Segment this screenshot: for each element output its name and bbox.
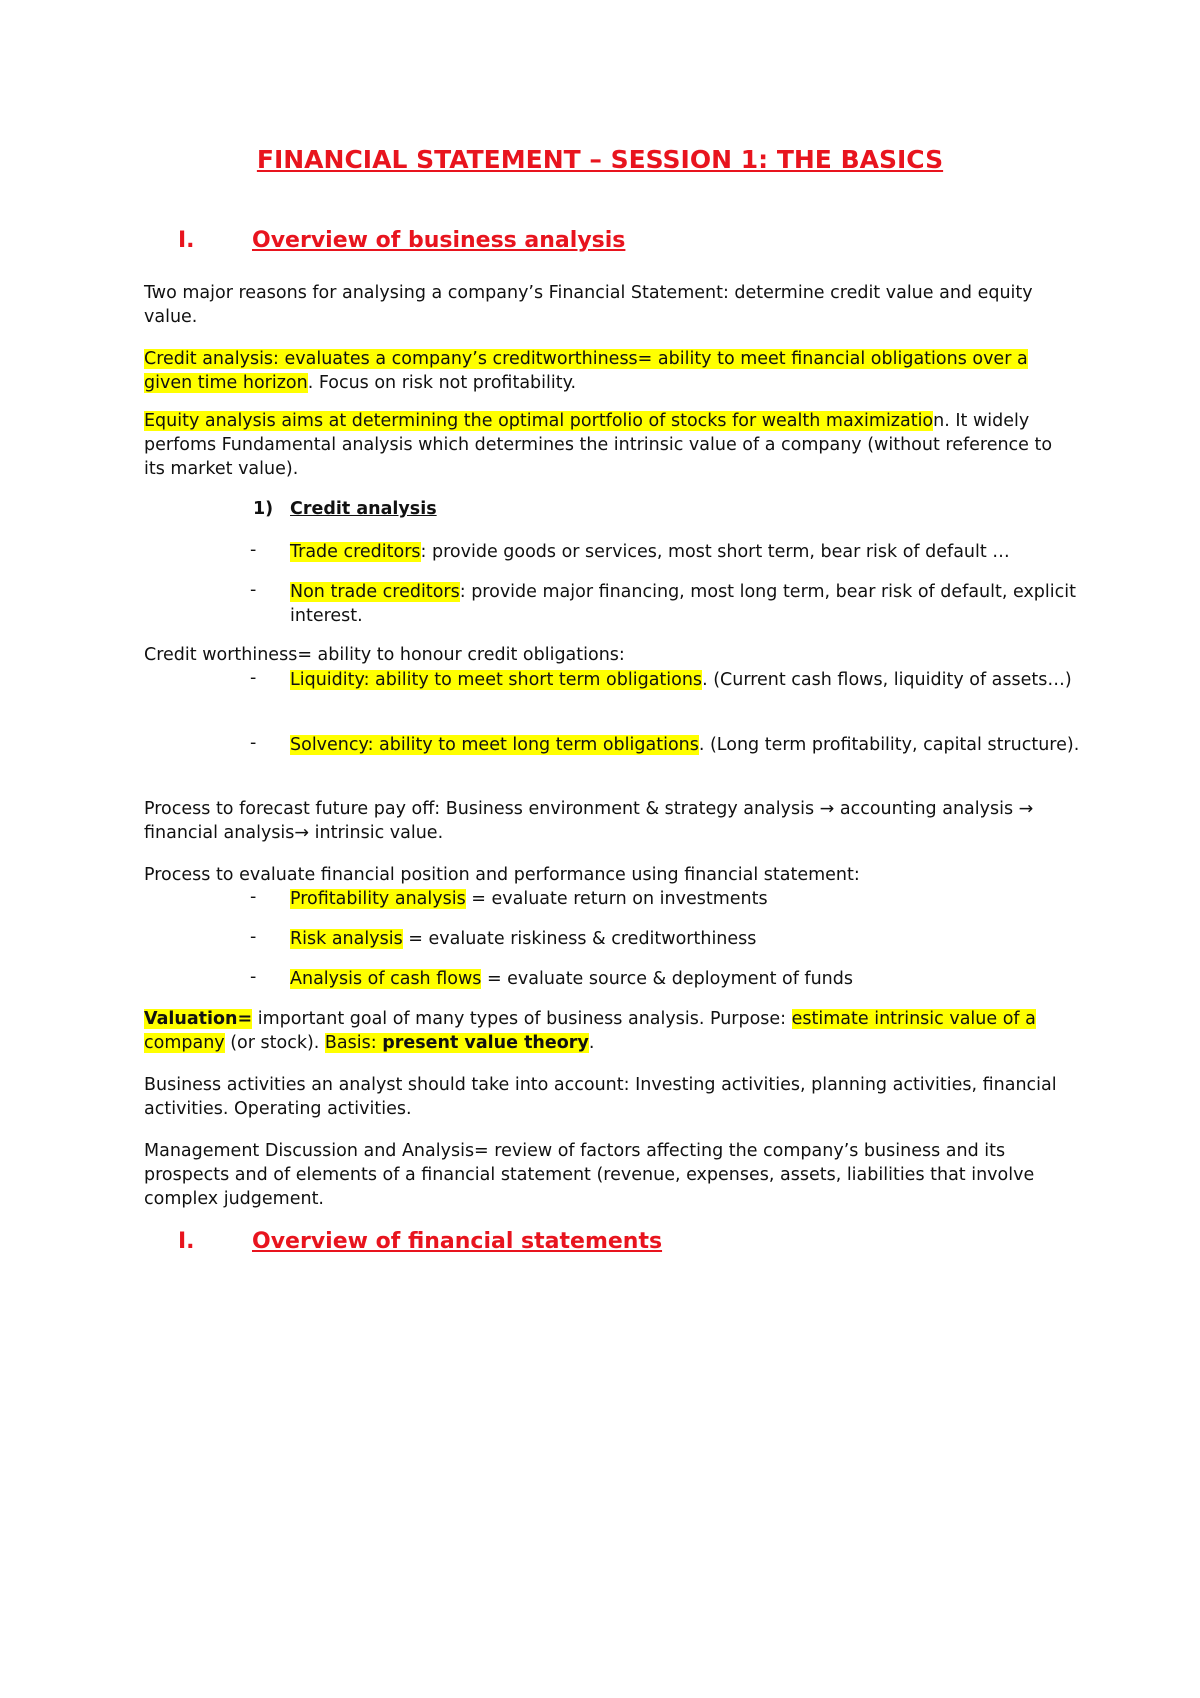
paragraph-equity-analysis: Equity analysis aims at determining the optimal portfolio of stocks for wealth maximization. It widely perfoms Fundamental analysis which determines the intrinsic value of a company (without reference to its market value).	[144, 411, 1053, 479]
section-1-number: I.	[178, 228, 195, 253]
section-2-heading: Overview of financial statements	[252, 1229, 663, 1254]
list-item-cash-flows: Analysis of cash flows = evaluate source & deployment of funds	[290, 969, 854, 989]
paragraph-forecast-process: Process to forecast future pay off: Business environment & strategy analysis → accounting analysis → financial analysis→ intrinsic value.	[144, 799, 1034, 843]
list-item-trade-creditors: Trade creditors: provide goods or services, most short term, bear risk of default …	[290, 542, 1010, 562]
list-item-profitability: Profitability analysis = evaluate return on investments	[290, 889, 768, 909]
paragraph-credit-analysis: Credit analysis: evaluates a company’s creditworthiness= ability to meet financial obligations over a given time horizon. Focus on risk not profitability.	[144, 349, 1028, 393]
paragraph-credit-worthiness: Credit worthiness= ability to honour credit obligations:	[144, 645, 625, 665]
paragraph-business-activities: Business activities an analyst should take into account: Investing activities, planning activities, financial activities. Operating activities.	[144, 1075, 1057, 1119]
bullet-dash: -	[250, 887, 257, 907]
evaluation-list	[0, 887, 1200, 997]
bullet-dash: -	[250, 580, 257, 600]
section-2-number: I.	[178, 1229, 195, 1254]
bullet-dash: -	[250, 927, 257, 947]
list-item-non-trade-creditors: Non trade creditors: provide major financing, most long term, bear risk of default, explicit interest.	[290, 582, 1076, 626]
list-item-risk: Risk analysis = evaluate riskiness & creditworthiness	[290, 929, 757, 949]
credit-worthiness-list	[0, 668, 1200, 783]
bullet-dash: -	[250, 967, 257, 987]
bullet-dash: -	[250, 668, 257, 688]
paragraph-management-discussion: Management Discussion and Analysis= review of factors affecting the company’s business and its prospects and of elements of a financial statement (revenue, expenses, assets, liabilities that involve complex judgement.	[144, 1141, 1035, 1209]
page-title: FINANCIAL STATEMENT – SESSION 1: THE BASICS	[256, 145, 944, 174]
subsection-number: 1)	[253, 499, 274, 519]
subsection-heading: Credit analysis	[290, 499, 437, 519]
paragraph-evaluate-process: Process to evaluate financial position and performance using financial statement:	[144, 865, 860, 885]
paragraph-reasons: Two major reasons for analysing a company’s Financial Statement: determine credit value and equity value.	[144, 283, 1033, 327]
creditors-list	[0, 540, 1200, 626]
section-1-heading: Overview of business analysis	[252, 228, 626, 253]
bullet-dash: -	[250, 540, 257, 560]
list-item-solvency: Solvency: ability to meet long term obligations. (Long term profitability, capital structure).	[290, 735, 1080, 755]
paragraph-valuation: Valuation= important goal of many types of business analysis. Purpose: estimate intrinsic value of a company (or stock). Basis: present value theory.	[144, 1009, 1036, 1053]
bullet-dash: -	[250, 733, 257, 753]
list-item-liquidity: Liquidity: ability to meet short term obligations. (Current cash flows, liquidity of assets…)	[290, 670, 1072, 690]
